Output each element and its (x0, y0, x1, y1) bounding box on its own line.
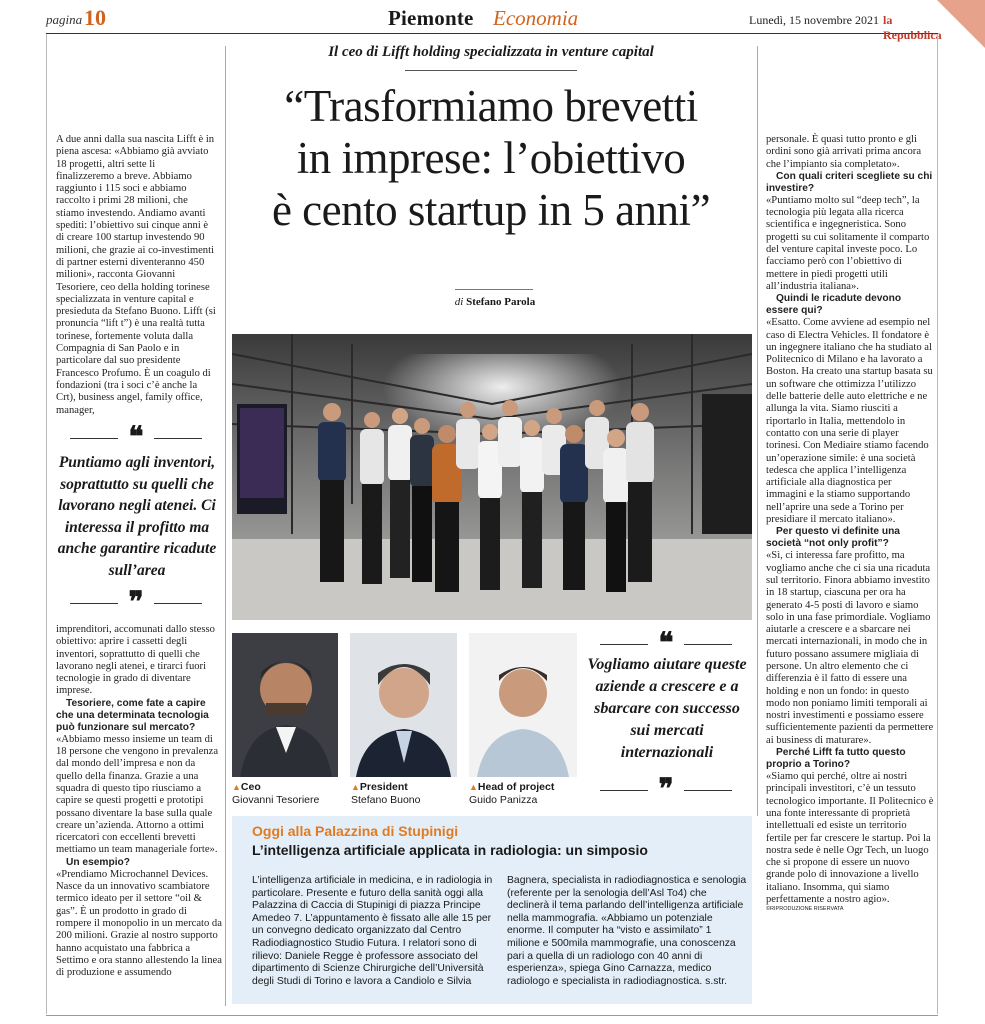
caption-name: Giovanni Tesoriere (232, 794, 320, 806)
team-group-photo (232, 334, 752, 620)
portrait-caption (232, 781, 319, 807)
byline (420, 296, 570, 308)
article-kicker: Il ceo di Lifft holding specializzata in venture capital (328, 44, 654, 60)
president-portrait (350, 633, 457, 777)
section-subtitle: Economia (493, 6, 579, 30)
triangle-icon: ▲ (351, 782, 360, 792)
close-quote-icon: ❞ (658, 774, 674, 805)
quote-rule (154, 603, 202, 604)
quote-rule (600, 790, 648, 791)
interview-question: Con quali criteri scegliete su chi investire? (766, 170, 933, 194)
portrait-photo (232, 633, 338, 777)
triangle-icon: ▲ (232, 782, 241, 792)
page-number: 10 (84, 5, 106, 30)
interview-question: Tesoriere, come fate a capire che una determinata tecnologia può funzionare sul mercato? (56, 697, 209, 733)
paragraph: «Esatto. Come avviene ad esempio nel caso di Electra Vehicles. Il fondatore è un ingegnere italiano che ha studiato al Politecnico di Milano e ha lavorato a Boston. Ha creato una startup basata su un software che ottimizza l’utilizzo delle batterie delle auto elettriche e ne allunga la vita. Siamo riusciti a riportarlo in Italia, mettendolo in contatto con una serie di player torinesi. Con Mediaire stiamo facendo un’operazione simile: è una società tedesca che applica l’intelligenza artificiale alla diagnostica per immagini e la stiamo supportando nell’aprire una sede a Torino per presidiare il mercato italiano». (766, 317, 933, 526)
caption-role: Ceo (240, 781, 261, 793)
interview-question: Un esempio? (66, 856, 130, 868)
sidebar-column: L’intelligenza artificiale in medicina, e in radiologia in particolare. Presente e futuro della sanità oggi alla Palazzina di Caccia di Stupinigi di piazza Principe Amedeo 7. L’appuntamento è fissato alle alle 15 per un convegno dedicato organizzato dal Centro Radiodiagnostico Studio Futura. I relatori sono di rilievo: Daniele Regge è professore associato del dipartimento di Scienze Chirurgiche dell’Università degli Studi di Torino e lavora a Candiolo e Silvia (252, 875, 493, 987)
sidebar-kicker: Oggi alla Palazzina di Stupinigi (252, 823, 459, 839)
pull-quote: Puntiamo agli inventori, soprattutto su quelli che lavorano negli atenei. Ci interessa il profitto ma anche garantire ricadute sull’area (57, 454, 217, 579)
byline-prefix: di (454, 296, 467, 308)
byline-rule (455, 289, 533, 290)
copyright: ©RIPRODUZIONE RISERVATA (766, 906, 844, 913)
headline (236, 80, 746, 236)
portrait-photo (350, 633, 457, 777)
triangle-icon: ▲ (469, 782, 478, 792)
open-quote-icon: ❝ (128, 422, 144, 453)
paragraph: A due anni dalla sua nascita Lifft è in piena ascesa: «Abbiamo già avviato 18 progetti, altri sette li finalizzeremo a breve. Abbiamo raggiunto i 115 soci e abbiamo raccolto i primi 28 milioni, che stiamo investendo. Andiamo avanti spediti: l’obiettivo sui cinque anni è di creare 100 startup investendo 90 milioni, che grazie ai co-investimenti di partner esterni diventeranno 450 milioni», racconta Giovanni Tesoriere, ceo della holding torinese specializzata in venture capital e presieduta da Stefano Buono. Lifft (si pronuncia “lift t”) è una realtà tutta torinese, fortemente voluta dalla Compagnia di San Paolo e in particolare dal suo presidente Francesco Profumo. È un coagulo di fondazioni (tra i soci c’è anche la Crt), business angel, family office, manager, (56, 134, 216, 416)
page-corner-fold[interactable] (937, 0, 985, 48)
quote-rule (600, 644, 648, 645)
interview-question: Per questo vi definite una società “not only profit”? (766, 526, 900, 550)
open-quote-icon: ❝ (658, 628, 674, 659)
quote-rule (70, 603, 118, 604)
sidebar-column: Bagnera, specialista in radiodiagnostica e senologia (referente per la senologia dell’Asl To4) che declinerà il tema parlando dell’intelligenza artificiale nella mammografia. «Abbiamo un potenziale enorme. Il computer ha “visto e assimilato” 1 milione e 500mila mammografie, una conoscenza pari a quella di un radiologo con 40 anni di esperienza», spiega Gino Carnazza, medico radiologo e specialista in radiodiagnostica. s.str. (507, 875, 747, 987)
section-title: Piemonte (388, 6, 474, 30)
headline-line: è cento startup in 5 anni” (271, 185, 711, 235)
pull-quote: Vogliamo aiutare queste aziende a crescere e a sbarcare con successo sui mercati internazionali (587, 656, 747, 761)
article-column-left-bottom (56, 624, 222, 979)
sidebar-title: L’intelligenza artificiale applicata in radiologia: un simposio (252, 842, 648, 858)
paragraph: «Sì, ci interessa fare profitto, ma vogliamo anche che ci sia una ricaduta sul territorio. Finora abbiamo investito in 18 startup, ciascuna per ora ha generato 4-5 posti di lavoro e siamo solo in una fase primordiale. Vogliamo aiutarle a crescere e a sbarcare nei mercati internazionali, in modo che in futuro possano assumere migliaia di persone. Un altro elemento che ci differenzia è il fatto di essere una holding e non un fondo: in questo modo non poniamo limiti temporali ai nostri investimenti e possiamo essere sufficientemente pazienti da permettere ai business di maturare». (766, 550, 934, 746)
caption-name: Stefano Buono (351, 794, 421, 806)
ceo-portrait (232, 633, 338, 777)
page-header (46, 5, 942, 42)
portrait-caption (351, 781, 420, 807)
quote-rule (684, 644, 732, 645)
caption-name: Guido Panizza (469, 794, 538, 806)
quote-rule (70, 438, 118, 439)
kicker-rule (405, 70, 577, 71)
newspaper-logo: la Repubblica (883, 13, 942, 42)
page-bottom-rule (46, 1015, 938, 1016)
interview-question: Perché Lifft fa tutto questo proprio a Torino? (766, 747, 906, 771)
quote-rule (154, 438, 202, 439)
article-column-right (766, 134, 934, 913)
close-quote-icon: ❞ (128, 587, 144, 618)
page-word: pagina (46, 12, 83, 27)
byline-author: Stefano Parola (466, 296, 536, 308)
paragraph: «Puntiamo molto sul “deep tech”, la tecnologia più legata alla ricerca scientifica e ingegneristica. Sono progetti su cui solitamente il comparto del venture capital investe poco. Lo facciamo però con l’obiettivo di mettere in piedi progetti utili all’industria italiana». (766, 194, 930, 292)
interview-question: Quindi le ricadute devono essere qui? (766, 293, 902, 317)
caption-role: President (359, 781, 408, 793)
paragraph: personale. È quasi tutto pronto e gli ordini sono già arrivati prima ancora che l’impianto sia completato». (766, 134, 922, 170)
article-column-left-top (56, 134, 216, 417)
column-divider (225, 46, 226, 1006)
head-of-project-portrait (469, 633, 577, 777)
caption-role: Head of project (477, 781, 555, 793)
issue-date: Lunedì, 15 novembre 2021 (749, 13, 879, 27)
paragraph: «Abbiamo messo insieme un team di 18 persone che vengono in prevalenza dal mondo dell’impresa e non da quello della finanza. Grazie a una squadra di questo tipo riusciamo a capire se questi progetti e prototipi possano diventare la base sulla quale creare un’azienda. Attorno a ottimi ricercatori con eccellenti brevetti mettiamo un team manageriale forte». (56, 733, 219, 856)
portrait-photo (469, 633, 577, 777)
team-photo-illustration (232, 334, 752, 620)
portrait-caption (469, 781, 554, 807)
paragraph: «Prendiamo Microchannel Devices. Nasce da un innovativo scambiatore termico ideato per il settore “oil & gas”. È un prodotto in grado di rompere il monopolio in un mercato da 200 milioni. Grazie al nostro supporto hanno acquistato una fabbrica a Settimo e ora stanno allestendo la linea di produzione e assumendo (56, 868, 222, 979)
headline-line: “Trasformiamo brevetti (284, 81, 698, 131)
paragraph: imprenditori, accomunati dallo stesso obiettivo: aprire i cassetti degli inventori, soprattutto di quelli che lavorano negli atenei, e tirarci fuori tecnologie in grado di diventare imprese. (56, 624, 215, 697)
paragraph: «Siamo qui perché, oltre ai nostri principali investitori, c’è un tessuto tecnologico importante. Il Politecnico è una fonte interessante di proprietà intellettuali ed esiste un territorio fertile per far crescere le startup. Poi la nostra sede è nelle Ogr Tech, un luogo che si propone di essere un nuovo grande polo di innovazione a livello italiano. Insomma, qui siamo perfettamente a nostro agio». (766, 771, 934, 906)
column-divider (757, 46, 758, 816)
quote-rule (684, 790, 732, 791)
headline-line: in imprese: l’obiettivo (296, 133, 686, 183)
